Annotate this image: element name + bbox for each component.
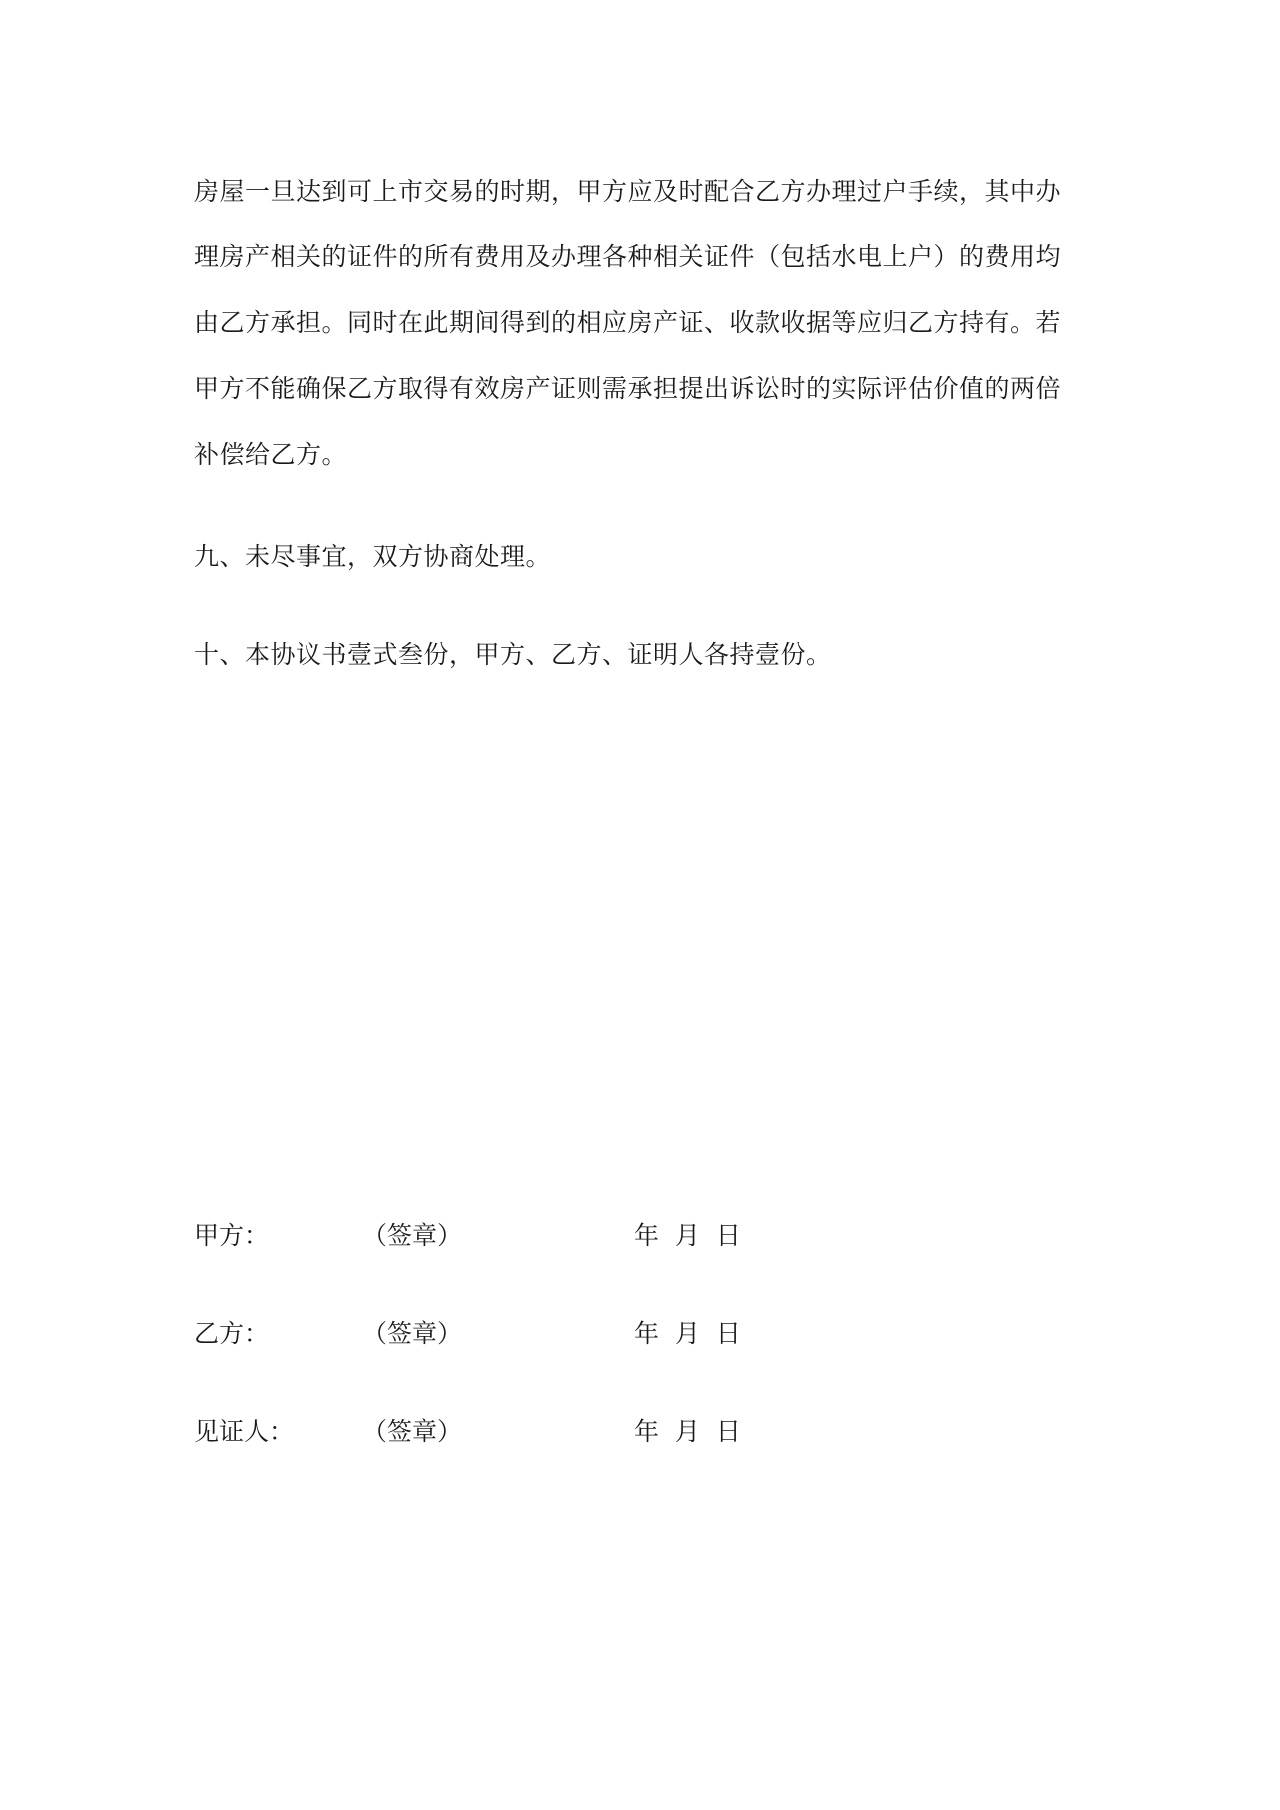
- seal-placeholder: （签章）: [362, 1319, 463, 1348]
- paragraph-line-5: 补偿给乙方。: [194, 440, 348, 469]
- signature-row-party-b: [194, 1318, 894, 1358]
- party-label: 甲方：: [194, 1221, 270, 1250]
- party-label: 乙方：: [194, 1319, 270, 1348]
- signature-row-witness: [194, 1416, 894, 1456]
- clause-9: 九、未尽事宜，双方协商处理。: [194, 542, 552, 571]
- party-label: 见证人：: [194, 1417, 295, 1446]
- date-placeholder: 年 月 日: [634, 1221, 741, 1250]
- paragraph-line-3: 由乙方承担。同时在此期间得到的相应房产证、收款收据等应归乙方持有。若: [194, 308, 1062, 337]
- date-placeholder: 年 月 日: [634, 1319, 741, 1348]
- paragraph-line-4: 甲方不能确保乙方取得有效房产证则需承担提出诉讼时的实际评估价值的两倍: [194, 374, 1062, 403]
- paragraph-line-1: 房屋一旦达到可上市交易的时期，甲方应及时配合乙方办理过户手续，其中办: [194, 177, 1062, 206]
- date-placeholder: 年 月 日: [634, 1417, 741, 1446]
- seal-placeholder: （签章）: [362, 1417, 463, 1446]
- paragraph-line-2: 理房产相关的证件的所有费用及办理各种相关证件（包括水电上户）的费用均: [194, 242, 1062, 271]
- seal-placeholder: （签章）: [362, 1221, 463, 1250]
- signature-row-party-a: [194, 1220, 894, 1260]
- clause-10: 十、本协议书壹式叁份，甲方、乙方、证明人各持壹份。: [194, 640, 832, 669]
